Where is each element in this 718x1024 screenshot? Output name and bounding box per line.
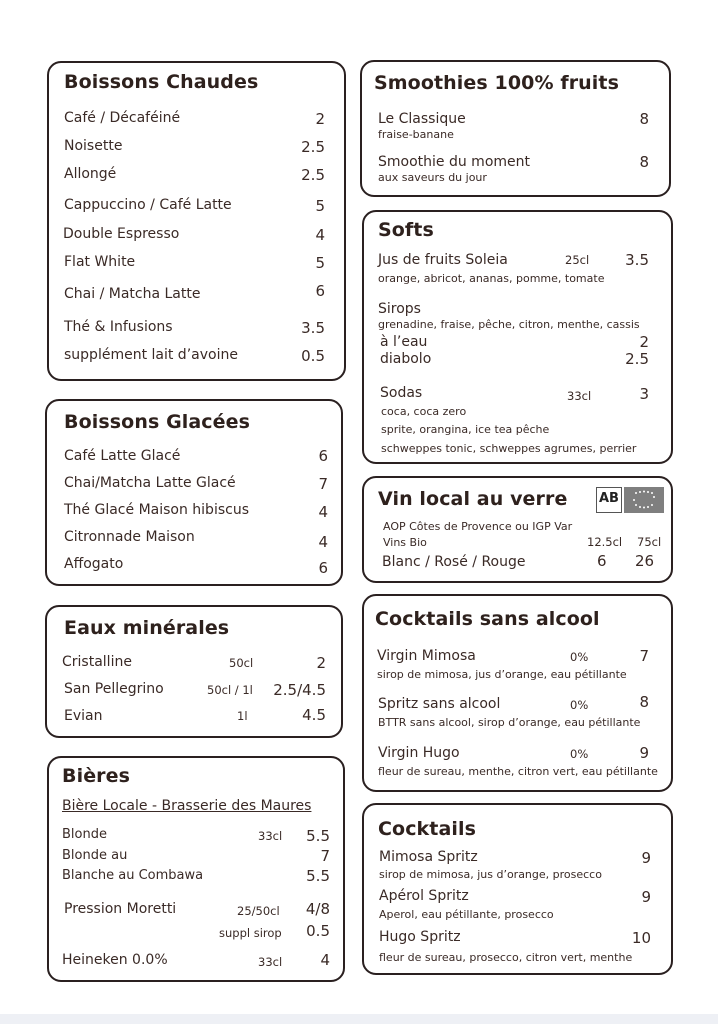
cocktails-sans-alcool-title: Cocktails sans alcool xyxy=(375,608,600,630)
vin-section xyxy=(362,476,673,583)
ab-label-icon: AB xyxy=(596,487,622,513)
menu-item-price: 4/8 xyxy=(305,900,330,918)
menu-item-volume: 50cl / 1l xyxy=(207,683,253,697)
menu-item-volume: 50cl xyxy=(229,656,254,670)
menu-item-name: Smoothie du moment xyxy=(378,154,530,170)
menu-item-name: Chai/Matcha Latte Glacé xyxy=(64,475,236,491)
menu-item-name: Flat White xyxy=(64,254,136,270)
menu-item-price: 6 xyxy=(318,447,328,465)
menu-item-name: Virgin Hugo xyxy=(378,745,460,761)
boissons-glacees-title: Boissons Glacées xyxy=(64,411,251,433)
menu-item-price: 7 xyxy=(318,475,328,493)
menu-item-price: 7 xyxy=(320,847,330,865)
menu-item-name: Pression Moretti xyxy=(64,901,177,917)
menu-item-price: 8 xyxy=(639,110,649,128)
menu-item-name: Café / Décaféiné xyxy=(64,110,181,126)
menu-item-price: 5 xyxy=(315,254,325,272)
menu-item-name: Blanc / Rosé / Rouge xyxy=(382,554,526,570)
softs-section xyxy=(362,210,673,464)
menu-item-description: BTTR sans alcool, sirop d’orange, eau pétillante xyxy=(378,716,641,729)
vin-title: Vin local au verre xyxy=(378,488,568,510)
menu-item-alcohol: 0% xyxy=(570,747,589,761)
menu-item-volume: 33cl xyxy=(258,955,283,969)
menu-item-name: Thé & Infusions xyxy=(64,319,173,335)
menu-item-name: Thé Glacé Maison hibiscus xyxy=(64,502,249,518)
menu-item-volume: 33cl xyxy=(567,389,592,403)
menu-item-price: 2 xyxy=(639,333,649,351)
menu-item-price: 0.5 xyxy=(301,347,325,365)
cocktails-sans-alcool-section xyxy=(362,594,673,792)
menu-item-price: 3.5 xyxy=(301,319,325,337)
menu-item-price: 2.5/4.5 xyxy=(273,681,326,699)
menu-item-price: 0.5 xyxy=(306,922,330,940)
menu-item-volume: 25cl xyxy=(565,253,590,267)
menu-item-price: 5.5 xyxy=(306,867,330,885)
menu-item-description: sirop de mimosa, jus d’orange, eau pétillante xyxy=(377,668,627,681)
menu-item-option: diabolo xyxy=(380,351,432,367)
menu-item-description: fleur de sureau, prosecco, citron vert, menthe xyxy=(379,951,633,964)
menu-item-volume: 33cl xyxy=(258,829,283,843)
menu-item-name: Affogato xyxy=(64,556,124,572)
menu-item-price: 4 xyxy=(318,533,328,551)
boissons-chaudes-title: Boissons Chaudes xyxy=(64,71,259,93)
menu-item-price: 4 xyxy=(318,503,328,521)
menu-item-name: Blanche au Combawa xyxy=(62,868,204,883)
smoothies-section xyxy=(360,60,671,197)
menu-item-description: coca, coca zero xyxy=(381,405,467,418)
menu-item-price: 7 xyxy=(639,647,649,665)
menu-item-name: Heineken 0.0% xyxy=(62,952,168,968)
menu-item-price: 8 xyxy=(639,693,649,711)
menu-item-name: Sodas xyxy=(380,385,423,401)
menu-item-alcohol: 0% xyxy=(570,698,589,712)
eaux-minerales-section xyxy=(45,605,343,738)
boissons-glacees-section xyxy=(45,399,343,586)
menu-item-name: Hugo Spritz xyxy=(379,929,461,945)
menu-item-name: Virgin Mimosa xyxy=(377,648,476,664)
menu-item-name: Sirops xyxy=(378,301,421,317)
menu-item-price: 10 xyxy=(631,929,651,947)
bottom-strip xyxy=(0,1014,718,1024)
menu-item-price: 8 xyxy=(639,153,649,171)
menu-item-description: grenadine, fraise, pêche, citron, menthe, cassis xyxy=(378,318,640,331)
menu-item-price: 4 xyxy=(320,951,330,969)
menu-item-price: 4 xyxy=(315,226,325,244)
menu-item-name: Mimosa Spritz xyxy=(379,849,478,865)
vin-volume: 12.5cl xyxy=(587,535,623,549)
menu-item-name: Spritz sans alcool xyxy=(378,696,501,712)
menu-item-price: 9 xyxy=(639,744,649,762)
eu-organic-leaf-icon xyxy=(624,487,664,513)
menu-item-price: 5.5 xyxy=(306,827,330,845)
menu-item-name: Allongé xyxy=(64,166,117,182)
menu-item-price: 9 xyxy=(641,888,651,906)
menu-item-volume: 1l xyxy=(237,709,248,723)
eaux-minerales-title: Eaux minérales xyxy=(64,617,230,639)
menu-item-price: 4.5 xyxy=(302,706,326,724)
boissons-chaudes-section xyxy=(47,61,346,381)
menu-item-price: 2.5 xyxy=(301,138,325,156)
cocktails-title: Cocktails xyxy=(378,818,477,840)
menu-item-description: sirop de mimosa, jus d’orange, prosecco xyxy=(379,868,602,881)
cocktails-section xyxy=(362,803,673,975)
bieres-title: Bières xyxy=(62,765,131,787)
menu-item-price: 2 xyxy=(315,110,325,128)
menu-item-name: Blonde xyxy=(62,827,107,842)
menu-item-description: fraise-banane xyxy=(378,128,454,141)
menu-item-name: Citronnade Maison xyxy=(64,529,195,545)
menu-item-price: 5 xyxy=(315,197,325,215)
bieres-subtitle: Bière Locale - Brasserie des Maures xyxy=(62,798,312,814)
menu-item-name: Le Classique xyxy=(378,111,466,127)
vin-description: AOP Côtes de Provence ou IGP Var xyxy=(383,520,573,533)
menu-item-price: 3 xyxy=(639,385,649,403)
menu-item-name: Cristalline xyxy=(62,654,132,670)
menu-item-price: 2.5 xyxy=(625,350,649,368)
menu-item-description: schweppes tonic, schweppes agrumes, perrier xyxy=(381,442,637,455)
menu-item-price: 9 xyxy=(641,849,651,867)
menu-item-name: Double Espresso xyxy=(63,226,180,242)
softs-title: Softs xyxy=(378,219,434,241)
bieres-section xyxy=(47,756,345,982)
menu-item-name: Evian xyxy=(64,708,103,724)
menu-item-price: 3.5 xyxy=(625,251,649,269)
menu-item-description: Aperol, eau pétillante, prosecco xyxy=(379,908,554,921)
menu-item-alcohol: 0% xyxy=(570,650,589,664)
menu-item-price: 6 xyxy=(318,559,328,577)
menu-item-name: Jus de fruits Soleia xyxy=(378,252,508,268)
menu-item-description: sprite, orangina, ice tea pêche xyxy=(381,423,550,436)
vin-volume: 75cl xyxy=(637,535,662,549)
menu-item-price: 26 xyxy=(635,552,655,570)
menu-item-price: 2 xyxy=(316,654,326,672)
menu-item-price: 6 xyxy=(315,282,325,300)
menu-item-name: supplément lait d’avoine xyxy=(64,347,238,363)
menu-item-name: Blonde au xyxy=(62,848,128,863)
menu-item-name: Café Latte Glacé xyxy=(64,448,181,464)
vin-description: Vins Bio xyxy=(383,536,427,549)
menu-item-name: Cappuccino / Café Latte xyxy=(64,197,232,213)
menu-item-name: San Pellegrino xyxy=(64,681,164,697)
menu-item-description: aux saveurs du jour xyxy=(378,171,487,184)
menu-item-description: orange, abricot, ananas, pomme, tomate xyxy=(378,272,605,285)
menu-item-name: Apérol Spritz xyxy=(379,888,469,904)
menu-item-volume: 25/50cl xyxy=(237,904,280,918)
menu-item-name: Chai / Matcha Latte xyxy=(64,286,201,302)
menu-item-price: 2.5 xyxy=(301,166,325,184)
menu-item-option: à l’eau xyxy=(380,334,428,350)
menu-item-description: fleur de sureau, menthe, citron vert, eau pétillante xyxy=(378,765,658,778)
menu-item-name: suppl sirop xyxy=(219,926,282,940)
menu-item-name: Noisette xyxy=(64,138,123,154)
smoothies-title: Smoothies 100% fruits xyxy=(374,72,619,94)
menu-item-price: 6 xyxy=(597,552,607,570)
